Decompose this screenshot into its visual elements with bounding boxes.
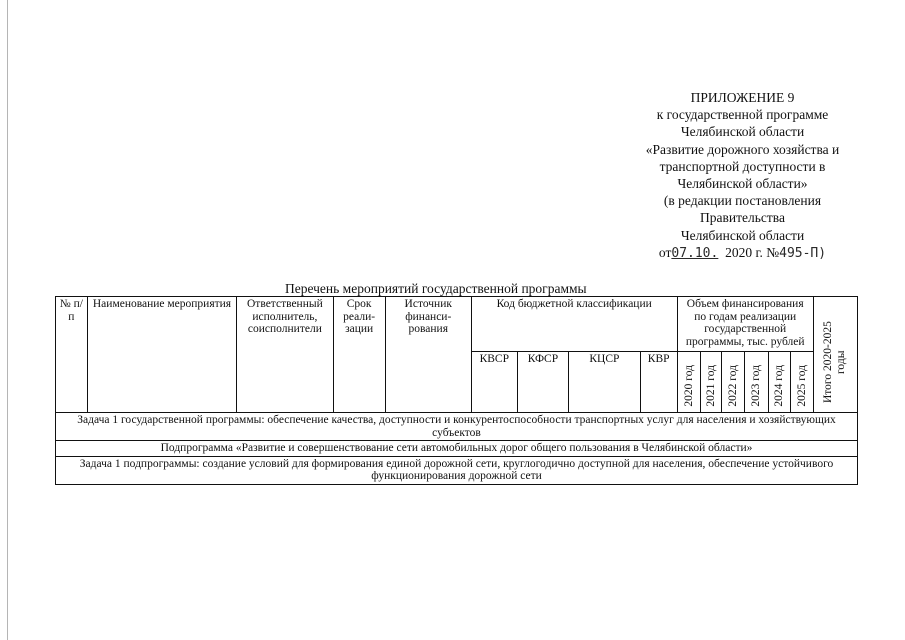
- subprogram-row: Подпрограмма «Развитие и совершенствование сети автомобильных дорог общего пользования в Челябинской области»: [56, 441, 858, 457]
- appendix-line: «Развитие дорожного хозяйства и: [645, 141, 840, 157]
- appendix-line: (в редакции постановления: [663, 193, 822, 209]
- year-label: 2020 год: [682, 364, 695, 407]
- appendix-header: [600, 89, 885, 262]
- year-2022-header: [721, 352, 745, 413]
- code-kfsr-header: КФСР: [517, 352, 568, 413]
- col-budget-code-header: Код бюджетной классификации: [471, 297, 677, 352]
- year-2024-header: [768, 352, 791, 413]
- total-header-text: Итого 2020-2025 годы: [822, 320, 848, 403]
- table-row: [56, 413, 858, 441]
- resolution-number: 495-П): [779, 245, 827, 261]
- appendix-line: Челябинской области»: [677, 176, 808, 192]
- appendix-line-title: ПРИЛОЖЕНИЕ 9: [690, 90, 795, 105]
- year-text: 2020 г. №: [725, 244, 780, 260]
- program-task-row: Задача 1 государственной программы: обеспечение качества, доступности и конкурентоспособности транспортных услуг для населения и хозяйствующих субъектов: [56, 413, 858, 441]
- page-edge-line: [7, 0, 8, 640]
- subprogram-task-row: Задача 1 подпрограммы: создание условий для формирования единой дорожной сети, круглогодично доступной для населения, обеспечение устойчивого функционирования дорожной сети: [56, 456, 858, 484]
- table-row: [56, 441, 858, 457]
- year-label: 2024 год: [773, 364, 786, 407]
- year-2023-header: [745, 352, 769, 413]
- col-source-header: Источник финанси-рования: [385, 297, 471, 413]
- year-2021-header: [701, 352, 721, 413]
- appendix-line: Челябинской области: [680, 227, 805, 243]
- appendix-line: транспортной доступности в: [659, 158, 826, 174]
- year-2025-header: [791, 352, 814, 413]
- year-label: 2025 год: [795, 364, 808, 407]
- table-row: [56, 456, 858, 484]
- measures-table: [55, 296, 858, 485]
- table-title: Перечень мероприятий государственной программы: [285, 281, 587, 296]
- col-total-header: [813, 297, 857, 413]
- header-row-1: [56, 297, 858, 352]
- col-funding-header: Объем финансирования по годам реализации государственной программы, тыс. рублей: [677, 297, 813, 352]
- col-executor-header: Ответственный исполнитель, соисполнители: [237, 297, 333, 413]
- year-2020-header: [677, 352, 701, 413]
- col-term-header: Срок реали-зации: [333, 297, 385, 413]
- col-name-header: Наименование мероприятия: [87, 297, 237, 413]
- date-value: 07.10.: [671, 245, 719, 261]
- code-kvsr-header: КВСР: [471, 352, 517, 413]
- appendix-line: к государственной программе: [656, 107, 829, 123]
- appendix-date-line: [600, 244, 885, 262]
- appendix-line: Правительства: [700, 210, 785, 226]
- col-number-header: № п/п: [56, 297, 88, 413]
- code-kvr-header: КВР: [640, 352, 677, 413]
- appendix-line: Челябинской области: [680, 124, 805, 140]
- year-label: 2023 год: [750, 364, 763, 407]
- date-prefix: от: [658, 244, 672, 260]
- year-label: 2021 год: [704, 364, 717, 407]
- code-kcsr-header: КЦСР: [569, 352, 641, 413]
- year-label: 2022 год: [726, 364, 739, 407]
